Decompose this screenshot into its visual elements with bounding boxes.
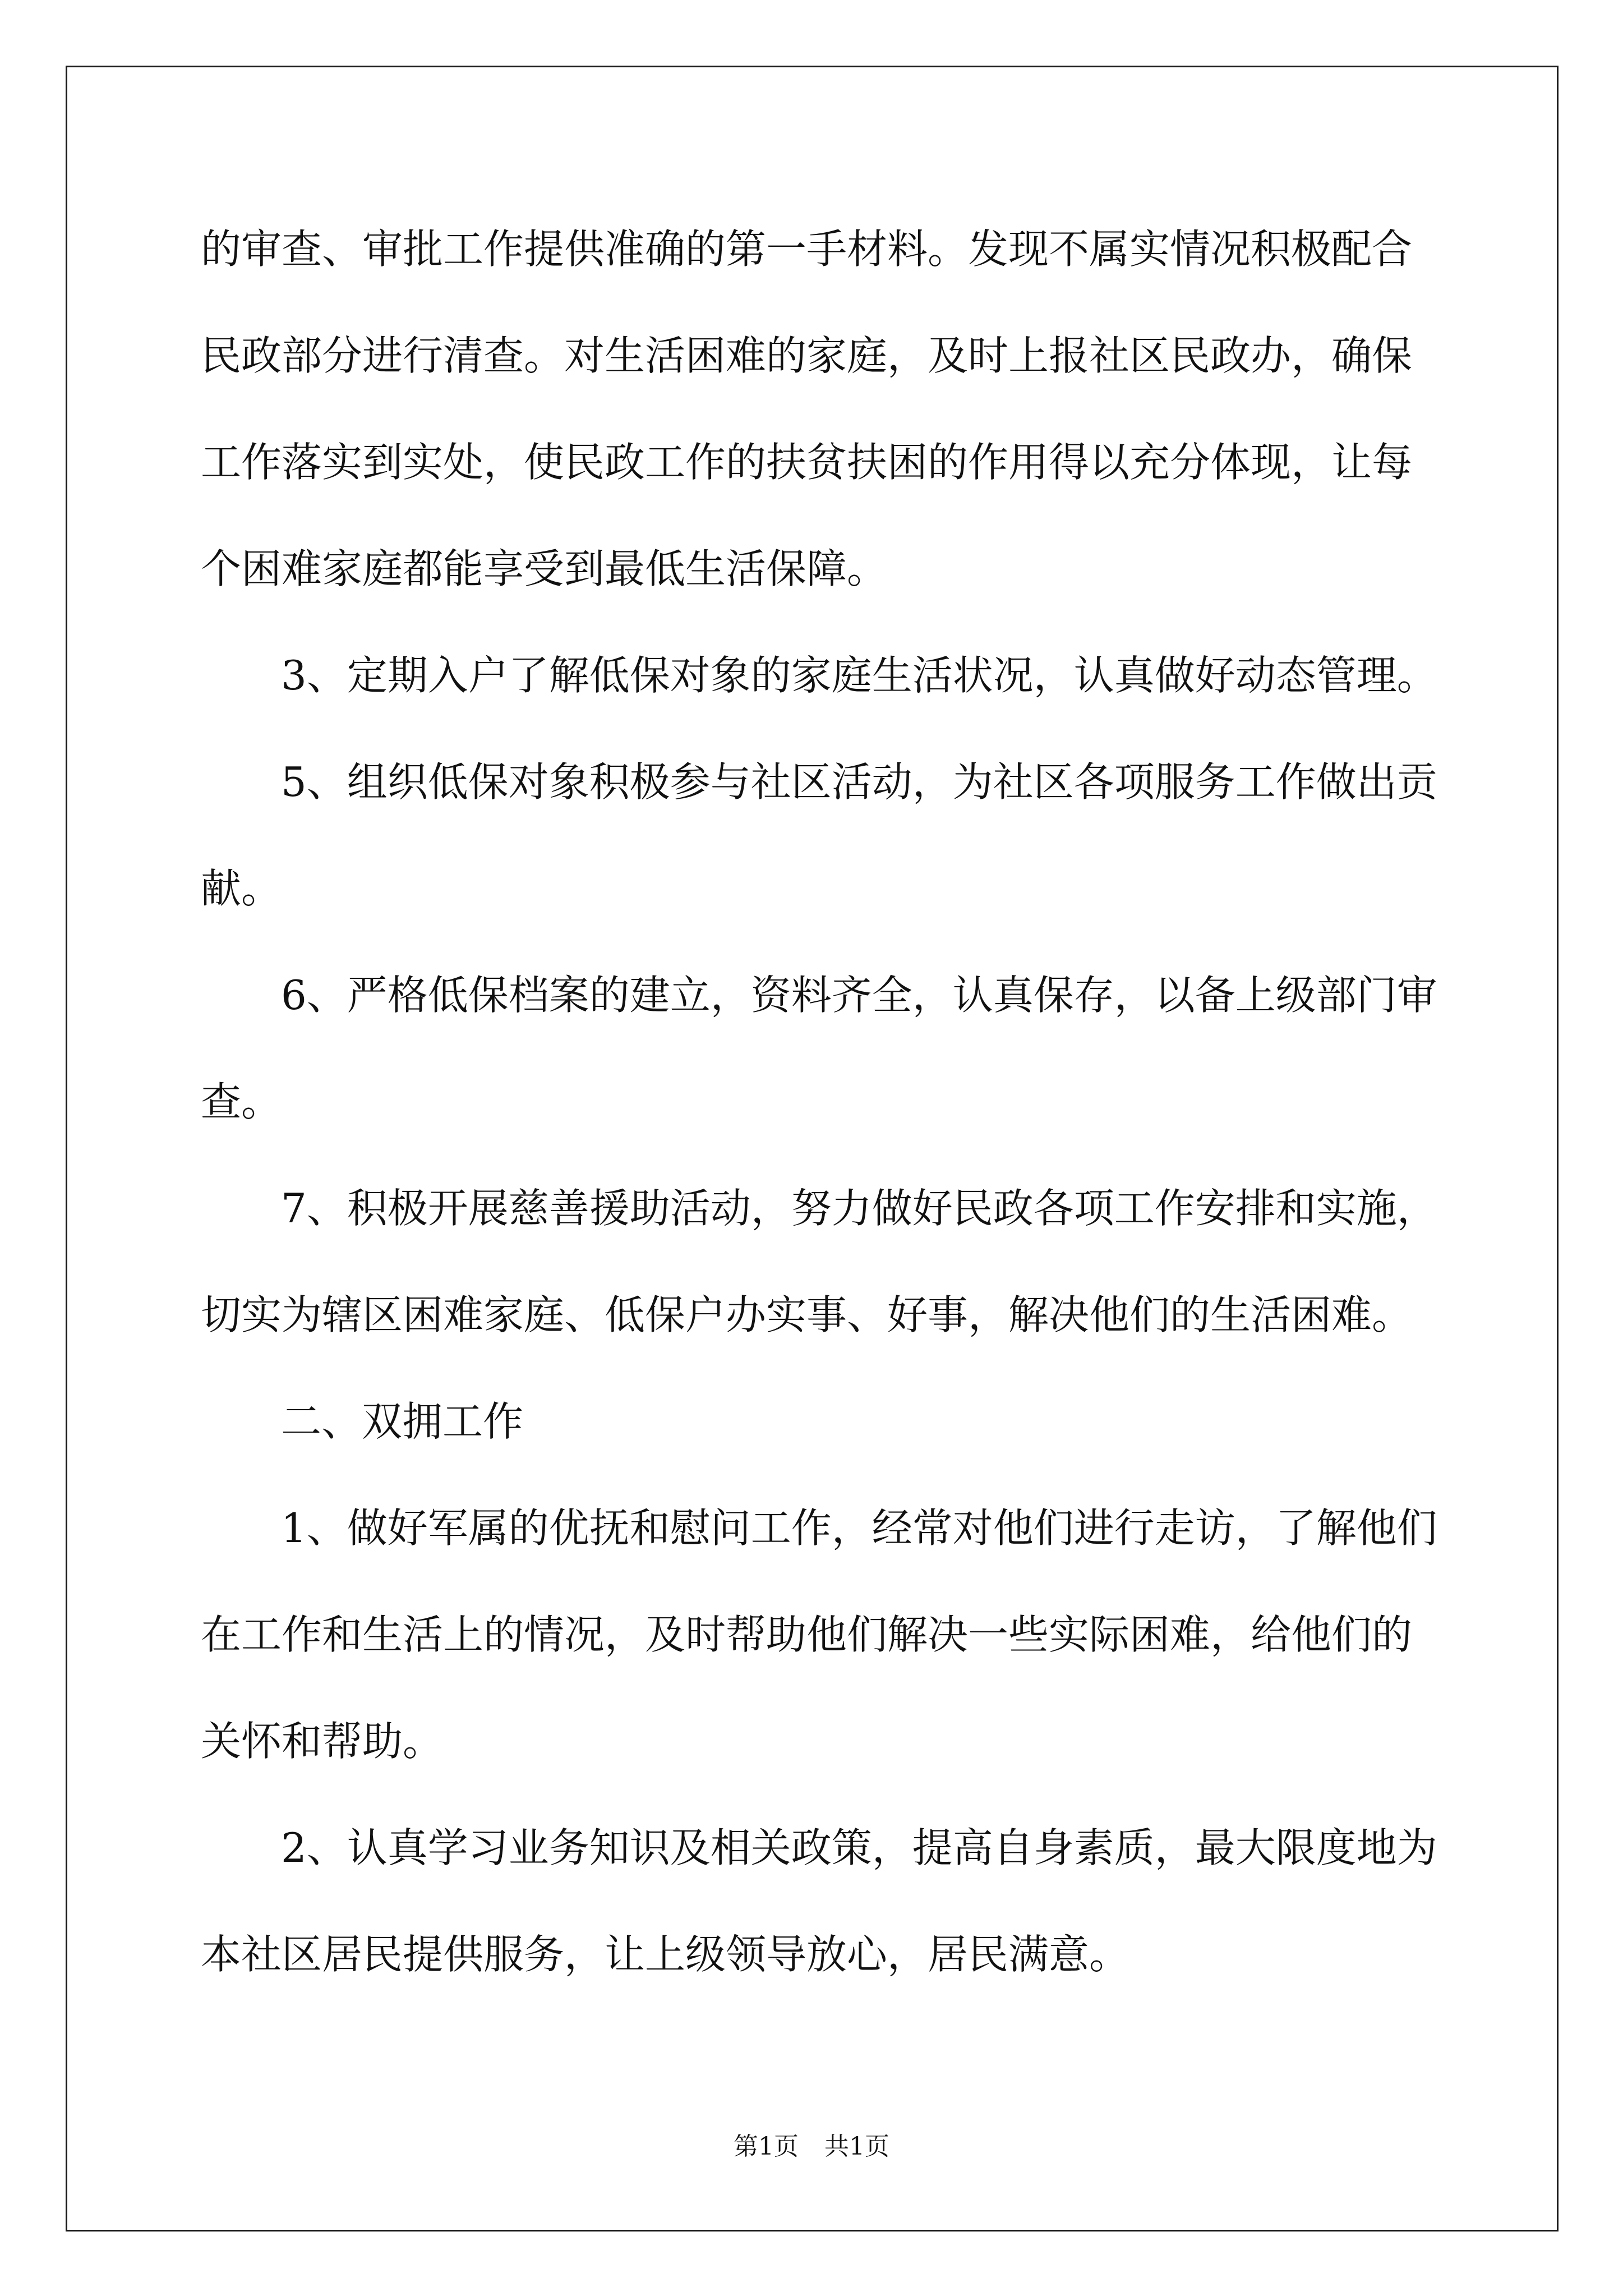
text-line: 2、认真学习业务知识及相关政策，提高自身素质，最大限度地为 xyxy=(281,1824,1437,1871)
text-line: 民政部分进行清查。对生活困难的家庭，及时上报社区民政办，确保 xyxy=(201,332,1413,379)
current-page-label: 第1页 xyxy=(734,2132,799,2161)
text-line: 1、做好军属的优抚和慰问工作，经常对他们进行走访，了解他们 xyxy=(281,1504,1437,1552)
text-line: 工作落实到实处，使民政工作的扶贫扶困的作用得以充分体现，让每 xyxy=(201,439,1413,486)
paragraph-item-7 xyxy=(201,1155,1536,1368)
text-line: 本社区居民提供服务，让上级领导放心，居民满意。 xyxy=(201,1931,1130,1978)
paragraph-item-1 xyxy=(201,1475,1536,1795)
text-line: 3、定期入户了解低保对象的家庭生活状况，认真做好动态管理。 xyxy=(281,652,1437,699)
text-line: 在工作和生活上的情况，及时帮助他们解决一些实际困难，给他们的 xyxy=(201,1611,1413,1658)
text-line: 献。 xyxy=(201,865,282,912)
text-line: 5、组织低保对象积极参与社区活动，为社区各项服务工作做出贡 xyxy=(281,758,1437,806)
section-heading xyxy=(201,1368,1536,1475)
document-body xyxy=(201,196,1536,2008)
total-pages-label: 共1页 xyxy=(824,2132,889,2161)
text-line: 7、积极开展慈善援助活动，努力做好民政各项工作安排和实施， xyxy=(281,1185,1437,1232)
paragraph-item-3 xyxy=(201,622,1536,729)
text-line: 关怀和帮助。 xyxy=(201,1718,444,1765)
text-line: 个困难家庭都能享受到最低生活保障。 xyxy=(201,545,888,592)
paragraph-item-5 xyxy=(201,729,1536,942)
text-line: 6、严格低保档案的建立，资料齐全，认真保存，以备上级部门审 xyxy=(281,972,1437,1019)
paragraph-item-6 xyxy=(201,942,1536,1155)
paragraph-item-2 xyxy=(201,1795,1536,2008)
page-footer xyxy=(0,2130,1623,2164)
section-heading-text: 二、双拥工作 xyxy=(281,1398,524,1445)
text-line: 切实为辖区困难家庭、低保户办实事、好事，解决他们的生活困难。 xyxy=(201,1291,1413,1338)
text-line: 查。 xyxy=(201,1078,282,1125)
text-line: 的审查、审批工作提供准确的第一手材料。发现不属实情况积极配合 xyxy=(201,226,1413,273)
paragraph-continued xyxy=(201,196,1536,622)
